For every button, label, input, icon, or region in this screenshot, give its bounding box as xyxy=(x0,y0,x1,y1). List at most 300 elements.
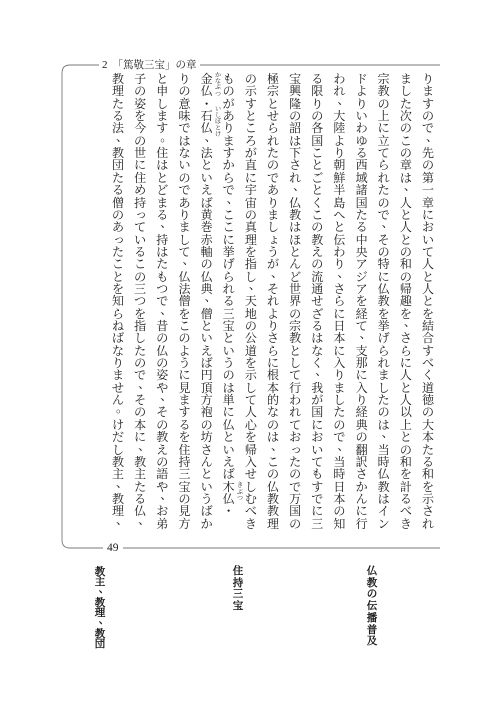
text-char: 袍 xyxy=(200,405,213,420)
text-char: せ xyxy=(311,294,324,309)
text-char: り xyxy=(355,393,368,408)
text-char: の xyxy=(399,121,412,136)
text-char: の xyxy=(178,491,191,506)
text-char: く xyxy=(311,356,324,371)
text-char: し xyxy=(244,479,257,494)
text-char: の xyxy=(399,442,412,457)
text-char: 、 xyxy=(270,265,283,280)
text-char: の xyxy=(421,109,434,124)
text-char: 、 xyxy=(204,290,217,305)
text-char: 入 xyxy=(333,356,346,371)
text-char: ょ xyxy=(267,231,280,246)
text-char: に xyxy=(178,368,191,383)
text-char: 主 xyxy=(111,467,124,482)
text-char: 和 xyxy=(399,454,412,469)
text-char: 、 xyxy=(204,129,217,144)
text-char: た xyxy=(333,405,346,420)
text-char: そ xyxy=(134,393,147,408)
text-column xyxy=(288,72,306,531)
text-char: て xyxy=(421,244,434,259)
text-char: 三 xyxy=(232,588,244,601)
text-char: に xyxy=(399,356,412,371)
text-char: 本 xyxy=(421,430,434,445)
text-char: た xyxy=(266,146,279,161)
text-char: 教 xyxy=(111,491,124,506)
text-char: 界 xyxy=(289,294,302,309)
text-char: る xyxy=(134,491,147,506)
text-char: 上 xyxy=(399,417,412,432)
text-char: を xyxy=(134,109,147,124)
text-char: で xyxy=(377,207,390,222)
page-number: 49 xyxy=(103,541,123,555)
text-char: 教 xyxy=(94,566,106,578)
text-char: を xyxy=(244,356,257,371)
text-char: 主 xyxy=(94,576,106,589)
text-char: ま xyxy=(111,368,124,383)
chapter-title: 「篤敬三宝」の章 xyxy=(112,59,197,71)
text-char: 理 xyxy=(266,516,279,531)
text-char: お xyxy=(289,430,302,445)
text-char: と xyxy=(289,343,302,358)
text-char: 仏 xyxy=(200,84,213,99)
text-char: 世 xyxy=(289,281,302,296)
text-char: れ xyxy=(289,170,302,185)
text-char: 指 xyxy=(244,257,257,272)
text-char: に xyxy=(266,356,279,371)
text-char: 仏 xyxy=(134,504,147,519)
text-char: と xyxy=(222,331,235,346)
text-char: 赤 xyxy=(200,232,213,247)
text-char: の xyxy=(134,405,147,420)
text-char: る xyxy=(156,207,169,222)
text-char: う xyxy=(178,356,191,371)
text-char: の xyxy=(178,84,191,99)
text-char: 教 xyxy=(311,232,324,247)
text-char: わ xyxy=(289,393,302,408)
text-char: 徳 xyxy=(421,393,434,408)
text-char: の xyxy=(200,417,213,432)
text-char: 円 xyxy=(200,368,213,383)
text-char: ご xyxy=(311,170,324,185)
text-char: り xyxy=(111,356,124,371)
text-char: せ xyxy=(244,467,257,482)
text-char: 、 xyxy=(381,216,394,231)
text-char: う xyxy=(200,491,213,506)
text-char: は xyxy=(377,491,390,506)
text-char: 、 xyxy=(381,426,394,441)
text-char: 結 xyxy=(421,319,434,333)
text-char: 仏 xyxy=(266,479,279,494)
text-char: 和 xyxy=(421,467,434,482)
text-char: 教 xyxy=(134,454,147,469)
text-char: 意 xyxy=(178,96,191,111)
text-char: ま xyxy=(222,133,235,148)
text-char: 持 xyxy=(156,232,169,247)
text-char: 、 xyxy=(182,253,195,268)
text-char: っ xyxy=(290,441,303,456)
text-char: の xyxy=(399,146,412,161)
text-char: 教 xyxy=(377,84,390,99)
text-char: ん xyxy=(355,491,368,506)
text-char: が xyxy=(266,257,279,272)
text-char: る xyxy=(222,294,235,309)
text-char: え xyxy=(156,442,169,457)
text-char: 法 xyxy=(111,121,124,136)
text-char: と xyxy=(421,269,434,284)
text-char: 人 xyxy=(399,368,412,383)
text-char: 本 xyxy=(333,331,346,346)
chapter-number: 2 xyxy=(102,59,108,71)
text-char: と xyxy=(222,430,235,445)
text-char: て xyxy=(178,244,191,259)
text-char: に xyxy=(333,343,346,358)
text-char: る xyxy=(111,183,124,198)
text-char: ば xyxy=(200,195,213,210)
text-char: り xyxy=(333,146,346,161)
text-char: の xyxy=(333,417,346,432)
text-char: 世 xyxy=(134,146,147,161)
text-char: を xyxy=(178,306,191,321)
text-column xyxy=(332,72,350,531)
text-char: し xyxy=(399,84,412,99)
text-char: を xyxy=(244,244,257,259)
text-char: め xyxy=(134,183,147,198)
text-char: 昔 xyxy=(156,319,169,333)
text-char: る xyxy=(134,244,147,259)
text-char: 教 xyxy=(111,146,124,161)
text-char: 宝 xyxy=(222,319,235,333)
text-char: ら xyxy=(377,158,390,173)
text-char: 仏 xyxy=(200,121,213,136)
text-char: 的 xyxy=(266,393,279,408)
text-char: よ xyxy=(333,133,346,148)
text-char: の xyxy=(399,244,412,259)
text-char: 、 xyxy=(115,129,128,144)
text-char: は xyxy=(289,133,302,148)
text-char: 知 xyxy=(111,294,124,309)
text-char: の xyxy=(156,417,169,432)
text-char: る xyxy=(355,146,368,161)
text-char: て xyxy=(289,417,302,432)
text-char: 示 xyxy=(244,368,257,383)
text-char: 道 xyxy=(244,343,257,358)
text-char: は xyxy=(222,380,235,395)
text-char: 播 xyxy=(366,611,378,624)
text-char: 翻 xyxy=(355,442,368,457)
text-char: に xyxy=(244,170,257,185)
text-char: 万 xyxy=(289,491,302,506)
text-char: に xyxy=(134,430,147,445)
text-char: の xyxy=(421,405,434,420)
text-char: た xyxy=(355,207,368,222)
text-char: れ xyxy=(377,356,390,371)
text-char: た xyxy=(377,393,390,408)
text-char: り xyxy=(421,72,434,86)
text-char: の xyxy=(178,170,191,185)
text-char: 教 xyxy=(156,430,169,445)
text-char: の xyxy=(377,244,390,259)
text-char: 地 xyxy=(244,306,257,321)
text-char: 挙 xyxy=(222,244,235,259)
text-char: 通 xyxy=(311,281,324,296)
text-char: を xyxy=(421,306,434,321)
text-char: い xyxy=(222,442,235,457)
text-char: 行 xyxy=(289,380,302,395)
text-char: 伝 xyxy=(366,600,378,613)
text-char: ら xyxy=(377,343,390,358)
text-char: 黄 xyxy=(200,207,213,222)
text-char: の xyxy=(222,368,235,383)
text-char: む xyxy=(244,491,257,506)
text-char: こ xyxy=(222,220,235,235)
text-char: い xyxy=(421,232,434,247)
text-char: の xyxy=(134,84,147,99)
text-char: わ xyxy=(333,244,346,259)
text-column xyxy=(200,72,217,531)
text-char: 趣 xyxy=(399,294,412,309)
text-char: 宗 xyxy=(377,72,390,86)
text-char: 住 xyxy=(178,442,191,457)
text-char: 限 xyxy=(311,84,324,99)
text-char: 、 xyxy=(403,315,416,329)
text-char: の xyxy=(266,158,279,173)
text-char: の xyxy=(111,207,124,222)
text-char: に xyxy=(377,121,390,136)
text-char: に xyxy=(222,232,235,247)
text-char: だ xyxy=(111,430,124,445)
text-char: 国 xyxy=(311,405,324,420)
text-char: く xyxy=(311,195,324,210)
text-char: り xyxy=(311,96,324,111)
text-char: 国 xyxy=(289,504,302,519)
text-char: ら xyxy=(222,269,235,284)
text-char: っ xyxy=(135,206,148,221)
text-char: 持 xyxy=(134,195,147,210)
text-char: あ xyxy=(222,109,235,124)
text-char: 教 xyxy=(377,479,390,494)
text-char: ・ xyxy=(222,504,235,519)
text-char: す xyxy=(311,479,324,494)
text-char: お xyxy=(421,220,434,235)
text-char: る xyxy=(311,72,324,86)
text-char: い xyxy=(222,343,235,358)
text-char: の xyxy=(421,158,434,173)
text-char: 理 xyxy=(94,607,106,620)
text-char: 、 xyxy=(160,487,173,502)
text-char: か xyxy=(355,479,368,494)
text-char: を xyxy=(399,467,412,482)
text-char: と xyxy=(200,467,213,482)
text-char: そ xyxy=(377,232,390,247)
text-column xyxy=(244,72,261,531)
text-column xyxy=(178,72,195,531)
text-char: り xyxy=(266,319,279,333)
text-char: を xyxy=(355,294,368,309)
text-char: 第 xyxy=(421,170,434,185)
text-char: と xyxy=(289,244,302,259)
text-char: 興 xyxy=(289,84,302,99)
text-char: ら xyxy=(333,294,346,309)
text-char: 宇 xyxy=(244,183,257,198)
text-char: に xyxy=(377,269,390,284)
text-char: さ xyxy=(421,504,434,519)
text-char: ジ xyxy=(355,269,368,284)
text-char: 教 xyxy=(111,72,124,86)
text-char: に xyxy=(333,306,346,321)
text-char: の xyxy=(377,195,390,210)
ruby-char: と xyxy=(214,124,221,132)
text-char: 三 xyxy=(311,516,324,531)
text-char: 三 xyxy=(134,281,147,296)
ruby-char: い xyxy=(214,105,221,113)
text-char: 仏 xyxy=(222,417,235,432)
text-char: 及 xyxy=(366,635,378,648)
text-char: 一 xyxy=(421,183,434,198)
text-char: 、 xyxy=(138,438,151,453)
text-char: 単 xyxy=(222,393,235,408)
text-char: こ xyxy=(311,146,324,161)
text-char: い xyxy=(355,109,368,124)
text-char: て xyxy=(134,220,147,235)
text-char: と xyxy=(111,269,124,284)
text-char: は xyxy=(289,220,302,235)
text-char: れ xyxy=(289,405,302,420)
text-char: し xyxy=(377,380,390,395)
text-char: 教 xyxy=(266,491,279,506)
ruby-char: つ xyxy=(236,495,243,503)
text-char: の xyxy=(222,84,235,99)
text-char: 入 xyxy=(244,454,257,469)
text-char: の xyxy=(244,319,257,333)
text-char: 宗 xyxy=(289,319,302,333)
text-char: と xyxy=(399,380,412,395)
text-char: ら xyxy=(266,121,279,136)
text-char: 我 xyxy=(311,380,324,395)
text-column xyxy=(133,72,151,530)
text-char: 。 xyxy=(160,129,173,144)
text-char: ん xyxy=(200,454,213,469)
text-char: 宙 xyxy=(244,195,257,210)
ruby-char: な xyxy=(214,78,221,86)
text-char: 当 xyxy=(333,454,346,469)
text-char: べ xyxy=(421,356,434,371)
text-char: た xyxy=(111,96,124,111)
text-char: 日 xyxy=(333,319,346,333)
text-char: 朝 xyxy=(333,158,346,173)
text-char: で xyxy=(156,294,169,309)
text-char: 中 xyxy=(355,232,368,247)
text-char: の xyxy=(289,516,302,531)
text-char: え xyxy=(311,244,324,259)
text-char: 人 xyxy=(399,220,412,235)
text-char: の xyxy=(200,257,213,272)
text-char: 和 xyxy=(399,257,412,272)
text-char: さ xyxy=(200,442,213,457)
text-char: 理 xyxy=(111,84,124,99)
text-char: 方 xyxy=(200,393,213,408)
text-char: を xyxy=(377,306,390,321)
text-char: に xyxy=(222,405,235,420)
text-char: 計 xyxy=(399,479,412,494)
text-char: れ xyxy=(266,294,279,309)
text-char: の xyxy=(134,269,147,284)
text-char: 指 xyxy=(134,319,147,333)
text-char: ど xyxy=(156,183,169,198)
text-char: べ xyxy=(244,504,257,519)
text-char: し xyxy=(244,269,257,284)
text-char: 教 xyxy=(289,207,302,222)
text-char: さ xyxy=(355,467,368,482)
text-char: の xyxy=(156,454,169,469)
ruby-char: ぼ xyxy=(214,118,221,126)
text-char: も xyxy=(156,269,169,284)
text-char: 仏 xyxy=(156,343,169,358)
text-char: と xyxy=(244,109,257,124)
text-char: は xyxy=(156,244,169,259)
text-char: か xyxy=(200,516,213,531)
text-char: る xyxy=(399,491,412,506)
text-char: へ xyxy=(333,207,346,222)
text-char: 島 xyxy=(333,195,346,210)
text-char: ら xyxy=(399,343,412,358)
text-char: ド xyxy=(355,72,368,86)
text-char: 大 xyxy=(333,109,346,124)
text-char: る xyxy=(355,220,368,235)
text-char: 隆 xyxy=(289,96,302,111)
text-char: を xyxy=(421,479,434,494)
text-char: の xyxy=(399,269,412,284)
text-char: で xyxy=(289,479,302,494)
text-char: 教 xyxy=(94,596,106,609)
text-char: さ xyxy=(266,331,279,346)
text-char: 姿 xyxy=(134,96,147,111)
text-char: ん xyxy=(289,257,302,272)
text-char: と xyxy=(399,232,412,247)
text-char: せ xyxy=(111,380,124,395)
text-column xyxy=(377,72,394,531)
text-char: 木 xyxy=(222,479,235,494)
text-char: ま xyxy=(399,72,412,86)
text-char: る xyxy=(111,109,124,124)
text-char: さ xyxy=(333,281,346,296)
text-char: 主 xyxy=(134,467,147,482)
text-char: 、 xyxy=(115,475,128,490)
text-char: て xyxy=(355,319,368,333)
text-char: 日 xyxy=(333,479,346,494)
text-char: い xyxy=(200,331,213,346)
text-char: 入 xyxy=(355,380,368,395)
text-char: た xyxy=(399,96,412,111)
text-char: に xyxy=(421,207,434,222)
text-char: 味 xyxy=(178,109,191,124)
text-char: 典 xyxy=(355,417,368,432)
text-char: き xyxy=(244,516,257,531)
text-char: 、 xyxy=(226,191,239,206)
text-char: 仏 xyxy=(366,565,378,577)
text-char: に xyxy=(134,158,147,173)
text-char: 今 xyxy=(134,121,147,136)
text-char: 天 xyxy=(244,294,257,309)
text-char: が xyxy=(311,393,324,408)
text-char: お xyxy=(156,504,169,519)
text-char: 章 xyxy=(399,158,412,173)
text-char: の xyxy=(134,356,147,371)
text-char: の xyxy=(134,133,147,148)
text-char: な xyxy=(178,146,191,161)
text-char: 各 xyxy=(311,121,324,136)
text-char: よ xyxy=(178,343,191,358)
text-char: て xyxy=(311,454,324,469)
